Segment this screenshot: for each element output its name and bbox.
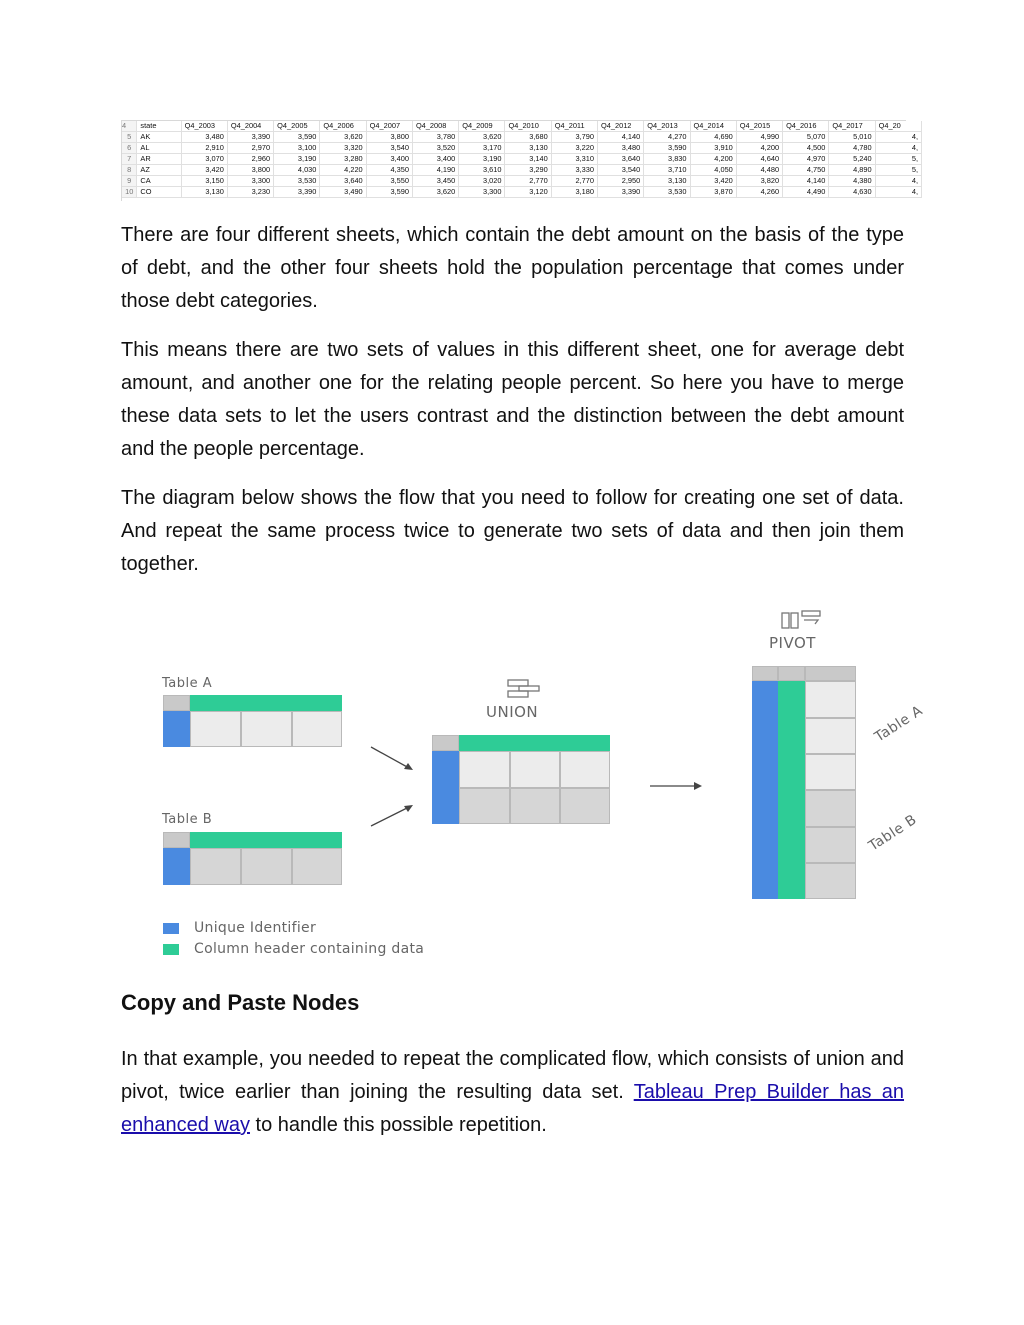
arrow-down-right-icon <box>371 747 413 770</box>
value-cell: Q4_2015 <box>736 121 782 132</box>
paragraph-sheets: There are four different sheets, which contain the debt amount on the basis of the type of debt, and the other four sheets hold the population percentage that comes under those debt categories. <box>121 224 904 312</box>
value-cell: 4,140 <box>598 132 644 143</box>
table-row <box>122 143 922 154</box>
state-cell: AR <box>137 154 181 165</box>
value-cell: 3,590 <box>274 132 320 143</box>
legend-swatch-column-header <box>163 944 179 955</box>
value-cell: 3,390 <box>274 187 320 198</box>
section-heading: Copy and Paste Nodes <box>121 990 360 1015</box>
value-cell: 3,520 <box>412 143 458 154</box>
value-cell: 3,170 <box>459 143 505 154</box>
value-cell: 4, <box>875 187 921 198</box>
paragraph-copy-paste <box>121 1043 904 1142</box>
value-cell: 4,350 <box>366 165 412 176</box>
state-cell: state <box>137 121 181 132</box>
paragraph-diagram-intro: The diagram below shows the flow that you need to follow for creating one set of data. And repeat the same process twice to generate two sets of data and then join them together. <box>121 487 904 575</box>
value-cell: 3,220 <box>551 143 597 154</box>
legend-label-unique-identifier: Unique Identifier <box>194 920 317 936</box>
value-cell: Q4_2016 <box>783 121 829 132</box>
value-cell: 3,180 <box>551 187 597 198</box>
value-cell: 3,820 <box>736 176 782 187</box>
row-number-cell: 6 <box>122 143 137 154</box>
value-cell: 3,130 <box>505 143 551 154</box>
value-cell: 3,300 <box>459 187 505 198</box>
value-cell: Q4_2017 <box>829 121 875 132</box>
value-cell: 3,300 <box>227 176 273 187</box>
value-cell: 4,190 <box>412 165 458 176</box>
value-cell: 3,620 <box>459 132 505 143</box>
value-cell: 4,490 <box>783 187 829 198</box>
value-cell: 3,190 <box>459 154 505 165</box>
value-cell: 2,960 <box>227 154 273 165</box>
value-cell: 3,140 <box>505 154 551 165</box>
pivot-icon <box>780 608 830 630</box>
table-row <box>122 154 922 165</box>
debt-table <box>122 121 922 198</box>
value-cell: Q4_2009 <box>459 121 505 132</box>
value-cell: 5, <box>875 154 921 165</box>
value-cell: 3,540 <box>366 143 412 154</box>
value-cell: 3,620 <box>412 187 458 198</box>
value-cell: 2,950 <box>598 176 644 187</box>
value-cell: 3,480 <box>598 143 644 154</box>
value-cell: 3,320 <box>320 143 366 154</box>
value-cell: 3,640 <box>320 176 366 187</box>
pivot-label: PIVOT <box>769 634 816 652</box>
table-row <box>122 165 922 176</box>
value-cell: 3,540 <box>598 165 644 176</box>
value-cell: Q4_2011 <box>551 121 597 132</box>
value-cell: 3,420 <box>690 176 736 187</box>
value-cell: Q4_2013 <box>644 121 690 132</box>
spreadsheet-snippet <box>121 120 918 201</box>
arrow-up-right-icon <box>371 805 413 826</box>
table-row <box>122 132 922 143</box>
value-cell: 5,070 <box>783 132 829 143</box>
value-cell: 4,200 <box>736 143 782 154</box>
value-cell: 3,490 <box>320 187 366 198</box>
value-cell: 3,530 <box>644 187 690 198</box>
value-cell: 3,620 <box>320 132 366 143</box>
value-cell: 3,390 <box>598 187 644 198</box>
row-number-cell: 4 <box>122 121 137 132</box>
union-icon <box>505 678 545 700</box>
table-row <box>122 187 922 198</box>
arrows-to-union <box>365 740 420 830</box>
value-cell: Q4_2010 <box>505 121 551 132</box>
table-header-row <box>122 121 922 132</box>
value-cell: 5,010 <box>829 132 875 143</box>
value-cell: 4,270 <box>644 132 690 143</box>
p4-text-after: to handle this possible repetition. <box>249 1114 547 1136</box>
value-cell: 3,190 <box>274 154 320 165</box>
value-cell: 4,890 <box>829 165 875 176</box>
value-cell: Q4_2014 <box>690 121 736 132</box>
table-row <box>122 176 922 187</box>
value-cell: 3,070 <box>181 154 227 165</box>
value-cell: 3,680 <box>505 132 551 143</box>
value-cell: 4,050 <box>690 165 736 176</box>
value-cell: 4,380 <box>829 176 875 187</box>
row-number-cell: 7 <box>122 154 137 165</box>
value-cell: 3,120 <box>505 187 551 198</box>
legend-swatch-unique-identifier <box>163 923 179 934</box>
value-cell: 3,150 <box>181 176 227 187</box>
value-cell: 4,140 <box>783 176 829 187</box>
row-number-cell: 5 <box>122 132 137 143</box>
value-cell: 3,400 <box>366 154 412 165</box>
value-cell: Q4_2004 <box>227 121 273 132</box>
value-cell: 3,130 <box>181 187 227 198</box>
value-cell: 4,260 <box>736 187 782 198</box>
table-a-label: Table A <box>162 676 213 691</box>
table-b-label: Table B <box>162 812 213 827</box>
value-cell: 3,280 <box>320 154 366 165</box>
value-cell: 4,630 <box>829 187 875 198</box>
value-cell: Q4_2003 <box>181 121 227 132</box>
value-cell: 5, <box>875 165 921 176</box>
value-cell: 4,990 <box>736 132 782 143</box>
state-cell: CA <box>137 176 181 187</box>
value-cell: 3,310 <box>551 154 597 165</box>
value-cell: 3,390 <box>227 132 273 143</box>
value-cell: Q4_20 <box>875 121 921 132</box>
value-cell: 3,830 <box>644 154 690 165</box>
state-cell: CO <box>137 187 181 198</box>
value-cell: 3,790 <box>551 132 597 143</box>
value-cell: 3,230 <box>227 187 273 198</box>
value-cell: 3,640 <box>598 154 644 165</box>
value-cell: 2,910 <box>181 143 227 154</box>
value-cell: 5,240 <box>829 154 875 165</box>
value-cell: 4,640 <box>736 154 782 165</box>
value-cell: 3,480 <box>181 132 227 143</box>
arrow-right-icon <box>648 778 706 794</box>
value-cell: 3,400 <box>412 154 458 165</box>
value-cell: 2,770 <box>551 176 597 187</box>
value-cell: 3,100 <box>274 143 320 154</box>
value-cell: Q4_2005 <box>274 121 320 132</box>
value-cell: 3,290 <box>505 165 551 176</box>
value-cell: 2,770 <box>505 176 551 187</box>
value-cell: Q4_2006 <box>320 121 366 132</box>
value-cell: 4,030 <box>274 165 320 176</box>
value-cell: Q4_2007 <box>366 121 412 132</box>
value-cell: 3,590 <box>366 187 412 198</box>
value-cell: 3,610 <box>459 165 505 176</box>
value-cell: 2,970 <box>227 143 273 154</box>
value-cell: 3,330 <box>551 165 597 176</box>
p4-text-before: In that example, you needed to repeat the complicated flow, which consists of union and pivot, twice earlier than joining the resulting data set. <box>121 1048 904 1103</box>
tableau-prep-link[interactable]: Tableau Prep Builder has an enhanced way <box>121 1081 905 1136</box>
row-number-cell: 10 <box>122 187 137 198</box>
value-cell: 4,970 <box>783 154 829 165</box>
legend-label-column-header: Column header containing data <box>194 941 425 957</box>
value-cell: 4,750 <box>783 165 829 176</box>
value-cell: Q4_2012 <box>598 121 644 132</box>
state-cell: AK <box>137 132 181 143</box>
union-pivot-diagram <box>150 600 950 970</box>
row-number-cell: 8 <box>122 165 137 176</box>
pivot-table-b-label: Table B <box>866 811 920 855</box>
pivot-table-a-label: Table A <box>872 702 926 746</box>
value-cell: 3,530 <box>274 176 320 187</box>
value-cell: 4,220 <box>320 165 366 176</box>
state-cell: AZ <box>137 165 181 176</box>
value-cell: 3,800 <box>227 165 273 176</box>
value-cell: 3,450 <box>412 176 458 187</box>
value-cell: 4, <box>875 143 921 154</box>
value-cell: 3,020 <box>459 176 505 187</box>
value-cell: 3,710 <box>644 165 690 176</box>
value-cell: 4,780 <box>829 143 875 154</box>
state-cell: AL <box>137 143 181 154</box>
value-cell: 4, <box>875 132 921 143</box>
value-cell: 4,690 <box>690 132 736 143</box>
paragraph-value-sets: This means there are two sets of values in this different sheet, one for average debt amount, and another one for the relating people percent. So here you have to merge these data sets to let the users contrast and the distinction between the debt amount and the people percentage. <box>121 339 904 460</box>
value-cell: 3,130 <box>644 176 690 187</box>
union-label: UNION <box>486 703 539 721</box>
value-cell: 4,480 <box>736 165 782 176</box>
value-cell: 3,800 <box>366 132 412 143</box>
row-number-cell: 9 <box>122 176 137 187</box>
value-cell: 4,200 <box>690 154 736 165</box>
value-cell: 3,550 <box>366 176 412 187</box>
value-cell: 3,420 <box>181 165 227 176</box>
value-cell: 4,500 <box>783 143 829 154</box>
value-cell: 3,780 <box>412 132 458 143</box>
value-cell: 3,910 <box>690 143 736 154</box>
value-cell: 4, <box>875 176 921 187</box>
value-cell: Q4_2008 <box>412 121 458 132</box>
value-cell: 3,870 <box>690 187 736 198</box>
value-cell: 3,590 <box>644 143 690 154</box>
